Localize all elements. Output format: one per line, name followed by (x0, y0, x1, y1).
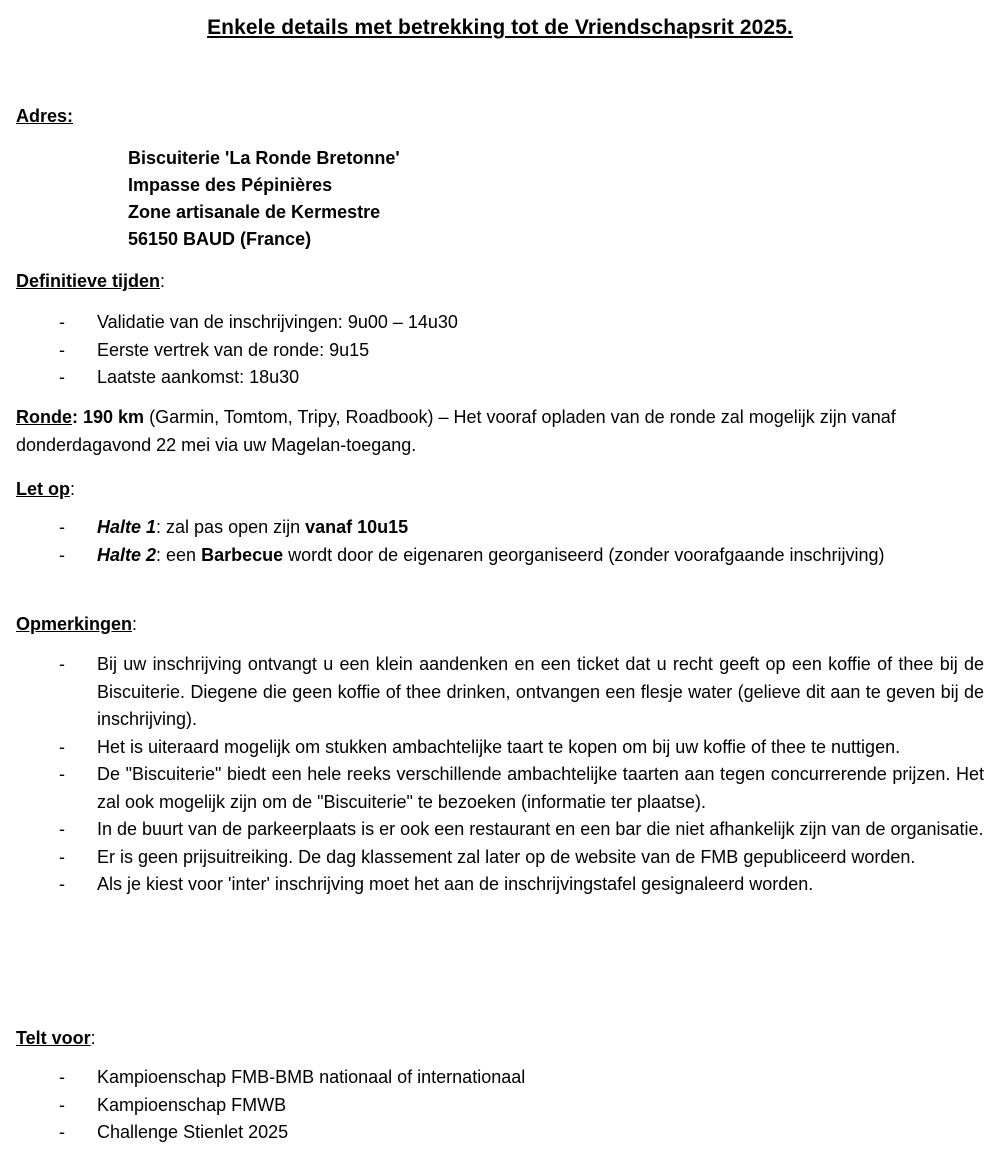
list-item: - Challenge Stienlet 2025 (16, 1119, 984, 1147)
list-item: - De "Biscuiterie" biedt een hele reeks verschillende ambachtelijke taarten aan tegen concurrerende prijzen. Het zal ook mogelijk zijn om de "Biscuiterie" te bezoeken (informatie ter plaatse). (16, 761, 984, 816)
route-text: (Garmin, Tomtom, Tripy, Roadbook) – Het vooraf opladen van de ronde zal mogelijk zijn vanaf donderdagavond 22 mei via uw Magelan-toegang. (16, 407, 896, 455)
address-block (128, 145, 400, 253)
list-item: - Laatste aankomst: 18u30 (16, 364, 984, 392)
route-paragraph: Ronde: 190 km (Garmin, Tomtom, Tripy, Roadbook) – Het vooraf opladen van de ronde zal mogelijk zijn vanaf donderdagavond 22 mei via uw Magelan-toegang. (16, 407, 896, 455)
page-title: Enkele details met betrekking tot de Vriendschapsrit 2025. (207, 16, 793, 39)
counts-list (16, 1064, 984, 1147)
list-item: - Als je kiest voor 'inter' inschrijving moet het aan de inschrijvingstafel gesignaleerd worden. (16, 871, 984, 899)
list-item: - In de buurt van de parkeerplaats is er ook een restaurant en een bar die niet afhankelijk zijn van de organisatie. (16, 816, 984, 844)
list-item: - Kampioenschap FMB-BMB nationaal of internationaal (16, 1064, 984, 1092)
list-item: - Kampioenschap FMWB (16, 1092, 984, 1120)
attention-heading: Let op: (16, 479, 76, 499)
times-list (16, 309, 984, 392)
remarks-heading: Opmerkingen: (16, 614, 138, 634)
address-line: Biscuiterie 'La Ronde Bretonne' (128, 148, 400, 168)
list-item: - Eerste vertrek van de ronde: 9u15 (16, 337, 984, 365)
address-heading: Adres: (16, 106, 74, 126)
remarks-list (16, 651, 984, 899)
address-line: Impasse des Pépinières (128, 175, 333, 195)
list-item: - Bij uw inschrijving ontvangt u een klein aandenken en een ticket dat u recht geeft op een koffie of thee bij de Biscuiterie. Diegene die geen koffie of thee drinken, ontvangen een flesje water (gelieve dit aan te geven bij de inschrijving). (16, 651, 984, 734)
times-heading: Definitieve tijden: (16, 271, 166, 291)
attention-list (16, 514, 984, 569)
list-item: - Halte 2: een Barbecue wordt door de eigenaren georganiseerd (zonder voorafgaande inschrijving) (16, 542, 984, 570)
list-item: - Validatie van de inschrijvingen: 9u00 – 14u30 (16, 309, 984, 337)
address-line: 56150 BAUD (France) (128, 229, 312, 249)
list-item: - Er is geen prijsuitreiking. De dag klassement zal later op de website van de FMB gepubliceerd worden. (16, 844, 984, 872)
list-item: - Het is uiteraard mogelijk om stukken ambachtelijke taart te kopen om bij uw koffie of thee te nuttigen. (16, 734, 984, 762)
address-line: Zone artisanale de Kermestre (128, 202, 381, 222)
counts-heading: Telt voor: (16, 1028, 96, 1048)
list-item: - Halte 1: zal pas open zijn vanaf 10u15 (16, 514, 984, 542)
route-distance: 190 km (83, 407, 145, 427)
